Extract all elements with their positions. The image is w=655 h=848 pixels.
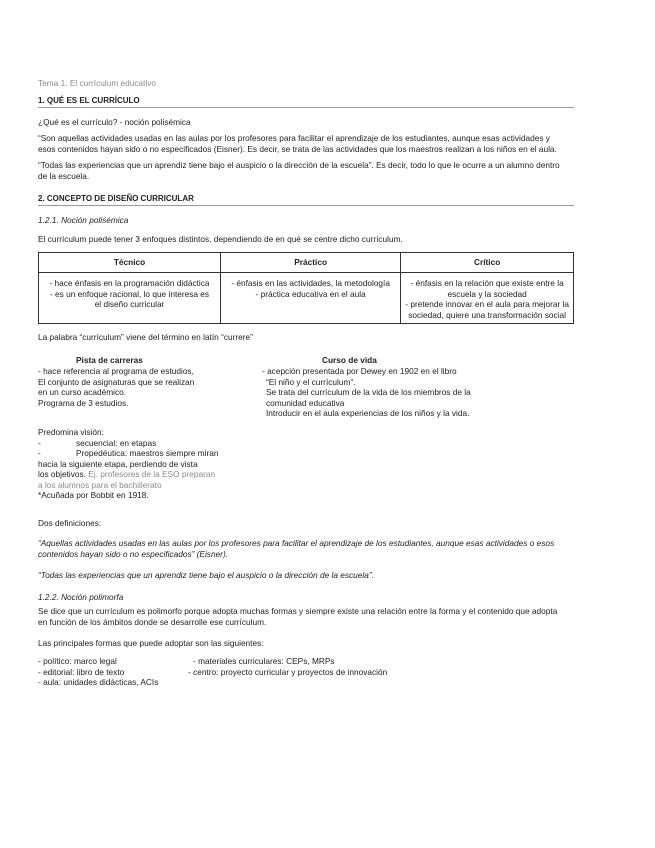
pista-line: Programa de 3 estudios. — [38, 397, 129, 408]
subsection-polisemica: 1.2.1. Noción polisémica — [38, 215, 129, 225]
curso-line: comunidad educativa — [266, 397, 345, 408]
cell-line: - pretende innovar en el aula para mejorar la — [405, 299, 569, 309]
curso-body — [262, 366, 471, 419]
definition-eisner — [38, 538, 554, 559]
cell-line: - énfasis en las actividades, la metodología — [231, 278, 390, 288]
curso-line: - acepción presentada por Dewey en 1902 en el libro — [262, 366, 457, 376]
cell-practico — [221, 273, 401, 324]
cell-critico — [401, 273, 574, 324]
curso-line: Se trata del currículum de la vida de los miembros de la — [266, 387, 471, 397]
section2-rule — [38, 205, 574, 206]
vision-item-propedeutica: - Propedéutica: maestros siempre miran — [38, 448, 219, 458]
approaches-table — [38, 252, 574, 324]
cell-line: - énfasis en la relación que existe entre la — [410, 278, 564, 288]
curso-line: Introducir en el aula experiencias de los niños y la vida. — [266, 408, 470, 418]
approaches-intro: El currículum puede tener 3 enfoques distintos, dependiendo de en qué se centre dicho currículum. — [38, 234, 403, 244]
latin-origin: La palabra “currículum” viene del término en latín “currere” — [38, 332, 253, 342]
vision-item-secuencial: - secuencial: en etapas — [38, 437, 157, 448]
vision-example-note: Ej. profesores de la ESO preparan — [88, 469, 216, 479]
definitions-title: Dos definiciones: — [38, 518, 102, 528]
cell-line: - práctica educativa en el aula — [255, 288, 366, 299]
paragraph-line: esos contenidos hayan sido o no especificados (Eisner). Es decir, se trata de las actividades que los maestros realizan a los niños en el aula. — [38, 143, 557, 154]
vision-block — [38, 427, 219, 501]
pista-line: El conjunto de asignaturas que se realizan — [38, 376, 195, 387]
list-item: - centro: proyecto curricular y proyectos de innovación — [188, 666, 388, 677]
section1-rule — [38, 107, 574, 108]
forms-intro: Las principales formas que puede adoptar son las siguientes: — [38, 638, 264, 648]
pista-line: - hace referencia al programa de estudios, — [38, 366, 194, 376]
vision-line: los objetivos. Ej. profesores de la ESO preparan — [38, 469, 216, 479]
cell-tecnico — [39, 273, 221, 324]
forms-list-left — [38, 656, 158, 688]
cell-line: sociedad, quiere una transformación social — [408, 309, 566, 320]
curso-title: Curso de vida — [322, 355, 377, 365]
header-tecnico: Técnico — [39, 253, 221, 273]
subsection-polimorfa: 1.2.2. Noción polimorfa — [38, 592, 124, 602]
list-item: - editorial: libro de texto — [38, 666, 125, 677]
polymorph-paragraph — [38, 606, 557, 627]
cell-line: escuela y la sociedad — [447, 288, 527, 299]
vision-example-note: a los alumnos para el bachillerato — [38, 479, 162, 490]
list-item: - político: marco legal — [38, 656, 117, 666]
pista-line: en un curso académico. — [38, 387, 127, 397]
definition-line: contenidos hayan sido o no especificados” (Eisner). — [38, 548, 229, 559]
list-item: - aula: unidades didácticas, ACIs — [38, 677, 159, 687]
vision-coined: *Acuñada por Bobbit en 1918. — [38, 490, 149, 500]
section2-title: 2. CONCEPTO DE DISEÑO CURRICULAR — [38, 194, 194, 203]
vision-title: Predomina visión: — [38, 427, 104, 437]
table-header-row — [39, 253, 574, 273]
section1-paragraph1 — [38, 133, 557, 154]
definition-line: “Aquellas actividades usadas en las aulas por los profesores para facilitar el aprendizaje de los estudiantes, aunque esas actividades o esos — [38, 538, 555, 548]
cell-line: - hace énfasis en la programación didáctica — [49, 278, 210, 288]
list-item: - materiales curriculares: CEPs, MRPs — [193, 656, 335, 666]
cell-line: el diseño curricular — [94, 299, 165, 309]
pista-title: Pista de carreras — [76, 355, 143, 365]
forms-list-right — [188, 656, 387, 677]
paragraph-line: “Son aquellas actividades usadas en las aulas por los profesores para facilitar el aprendizaje de los estudiantes, aunque esas actividades y — [38, 133, 550, 143]
vision-line: hacia la siguiente etapa, perdiendo de vista — [38, 458, 198, 469]
curso-line: “El niño y el currículum”. — [266, 376, 356, 387]
paragraph-line: de la escuela. — [38, 170, 90, 181]
cell-line: - es un enfoque racional, lo que interesa es — [49, 288, 210, 299]
paragraph-line: en función de los ámbitos donde se desarrolle ese currículum. — [38, 616, 267, 627]
pista-body — [38, 366, 194, 408]
paragraph-line: “Todas las experiencias que un aprendiz tiene bajo el auspicio o la dirección de la escuela”. Es decir, todo lo que le ocurre a un alumno dentro — [38, 160, 560, 170]
table-row — [39, 273, 574, 324]
definition-school: “Todas las experiencias que un aprendiz tiene bajo el auspicio o la dirección de la escuela”. — [38, 570, 374, 580]
section1-question: ¿Qué es el currículo? - noción polisémica — [38, 117, 191, 127]
header-practico: Práctico — [221, 253, 401, 273]
header-critico: Crítico — [401, 253, 574, 273]
section1-paragraph2 — [38, 160, 560, 181]
topic-header: Tema 1. El currículum educativo — [38, 78, 157, 88]
section1-title: 1. QUÉ ES EL CURRÍCULO — [38, 96, 140, 105]
paragraph-line: Se dice que un currículum es polimorfo porque adopta muchas formas y siempre existe una relación entre la forma y el contenido que adopta — [38, 606, 558, 616]
